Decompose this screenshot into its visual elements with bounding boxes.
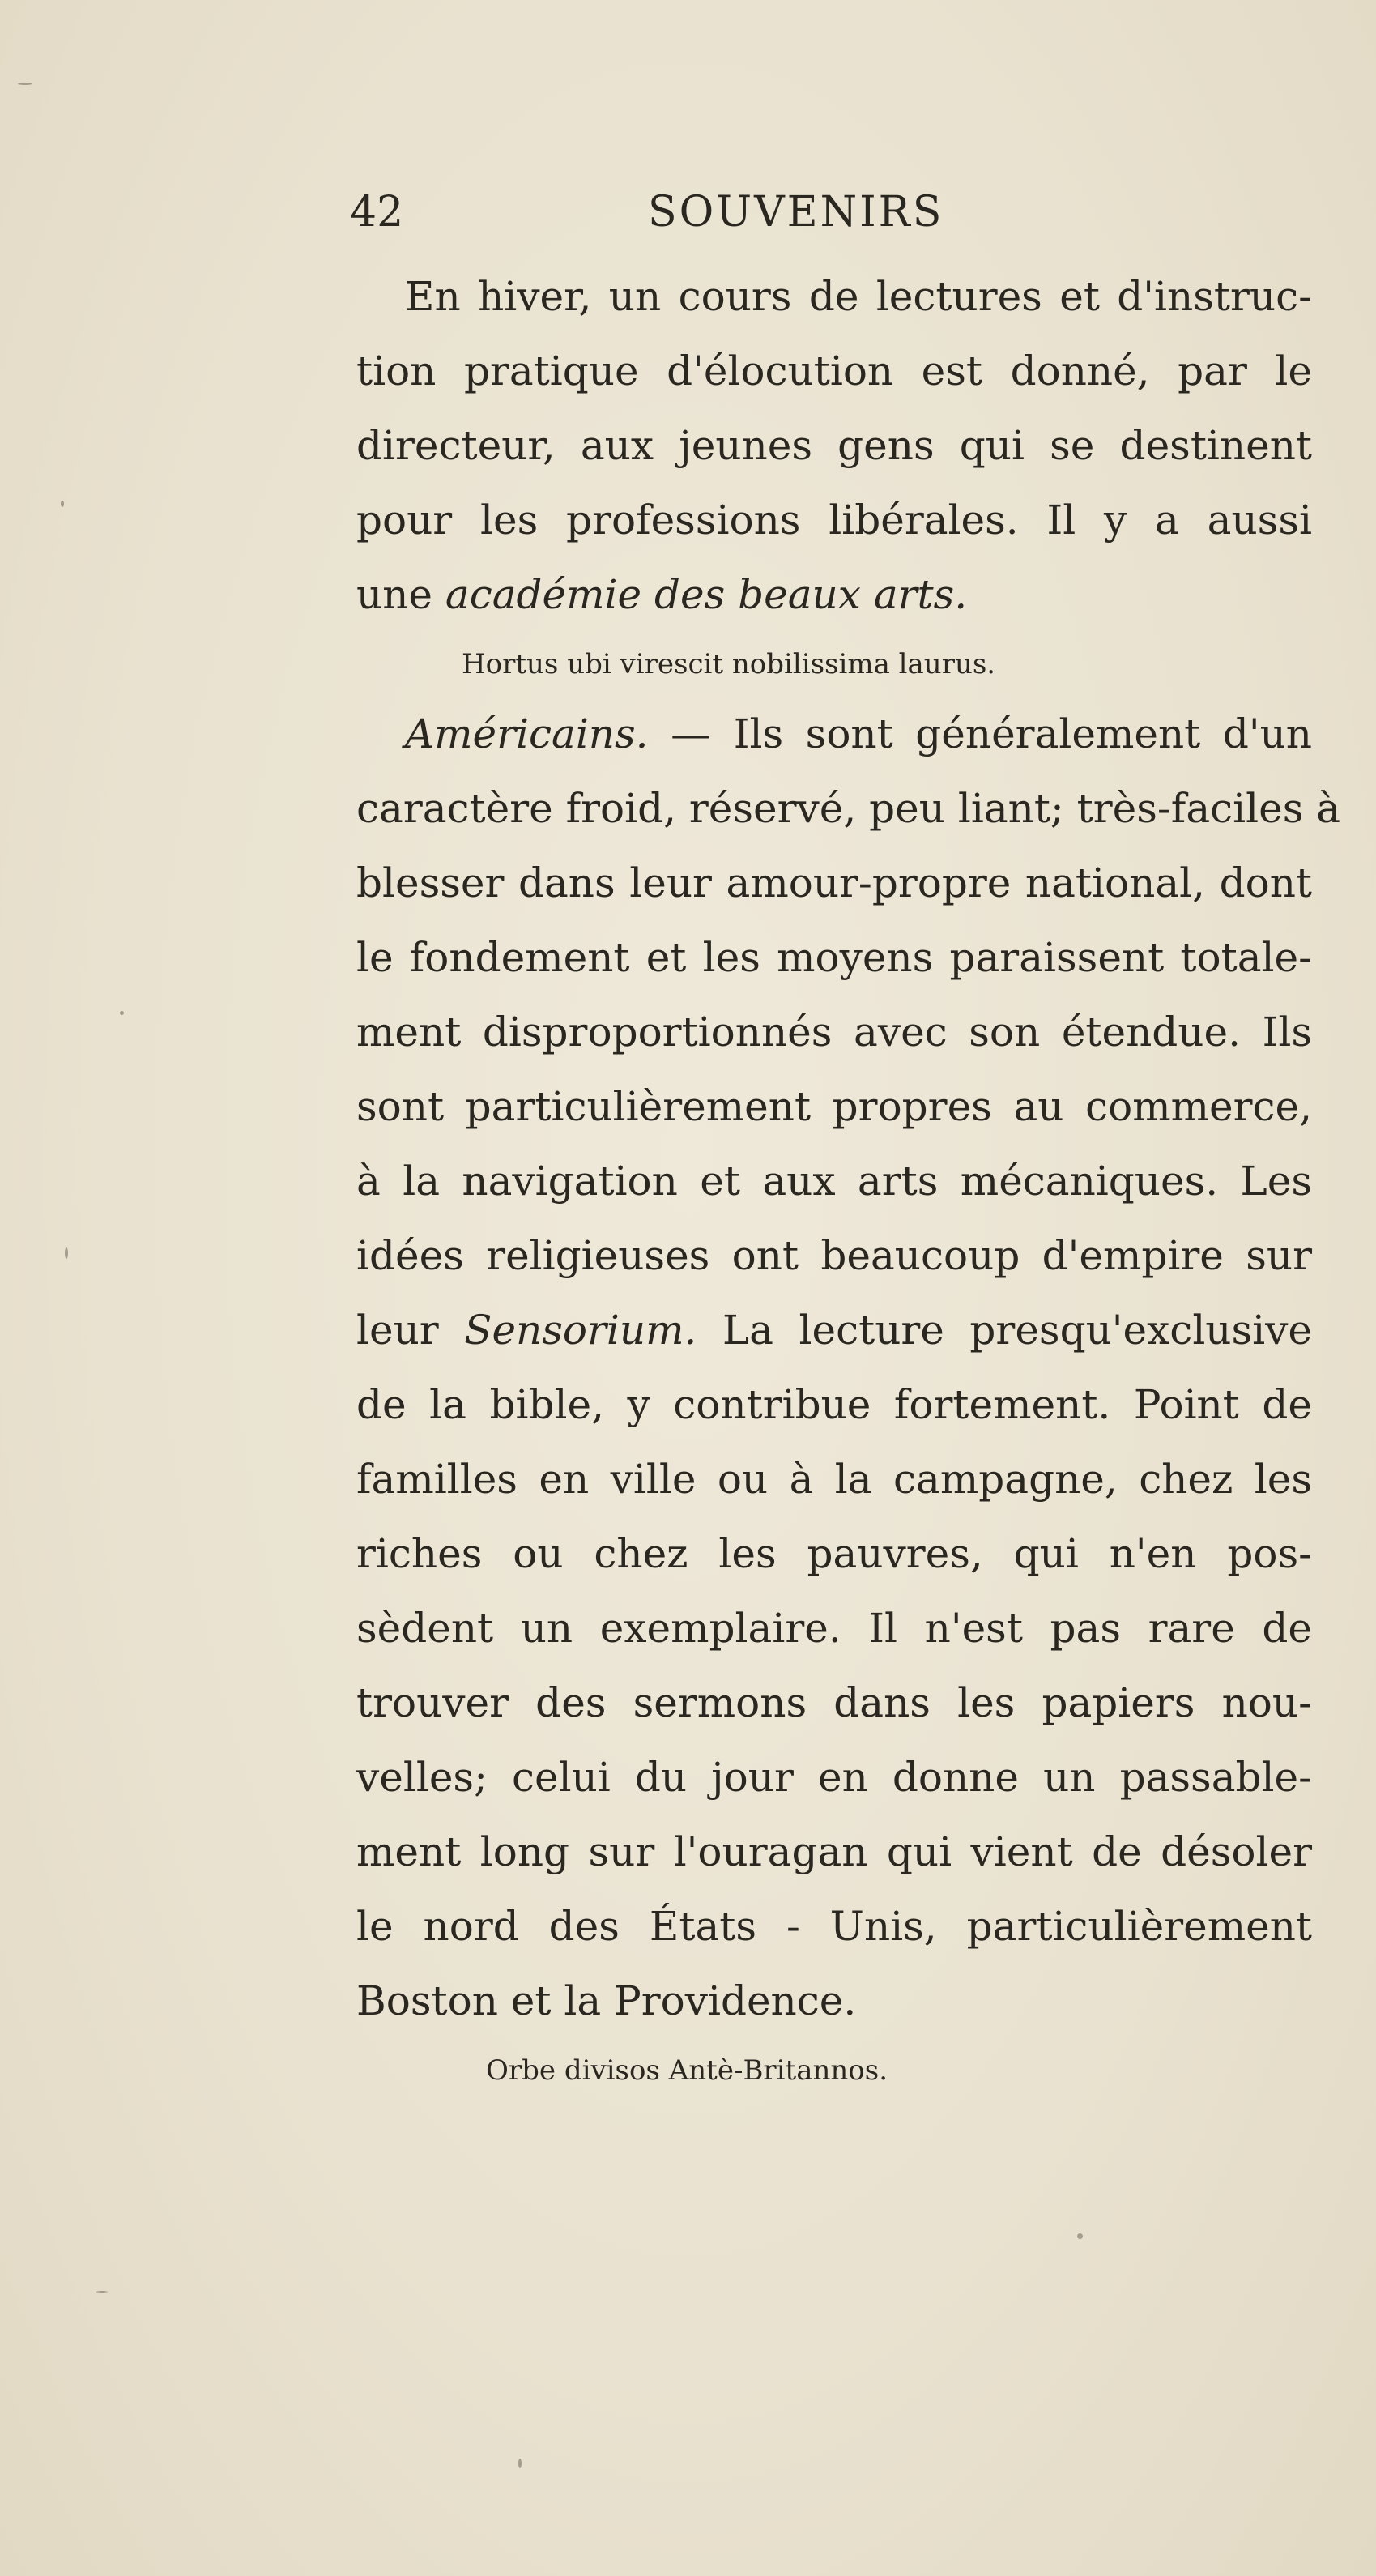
text-span: une (356, 571, 445, 618)
paper-speck (1077, 2233, 1083, 2239)
paper-speck (518, 2459, 522, 2468)
italic-term: académie des beaux arts. (445, 571, 968, 618)
text-line: trouver des sermons dans les papiers nou- (356, 1679, 1312, 1726)
section-heading: Américains. (405, 710, 649, 757)
text-line: sont particulièrement propres au commerce, (356, 1083, 1312, 1130)
text-line: familles en ville ou à la campagne, chez les (356, 1456, 1312, 1503)
body-text (356, 259, 1341, 2103)
text-line: riches ou chez les pauvres, qui n'en pos- (356, 1530, 1312, 1577)
paper-speck (18, 83, 32, 85)
italic-term: Sensorium. (464, 1307, 697, 1354)
text-line: directeur, aux jeunes gens qui se destinent (356, 422, 1312, 469)
text-span: La lecture presqu'exclusive (697, 1307, 1312, 1354)
text-line (356, 1293, 1312, 1367)
text-line: velles; celui du jour en donne un passable- (356, 1754, 1312, 1801)
text-line: Boston et la Providence. (356, 1977, 857, 2024)
text-line: sèdent un exemplaire. Il n'est pas rare de (356, 1605, 1312, 1652)
running-title: SOUVENIRS (648, 188, 944, 237)
page-number: 42 (350, 188, 404, 237)
text-span: leur (356, 1307, 465, 1354)
text-line: ment disproportionnés avec son étendue. Ils (356, 1009, 1312, 1056)
paper-speck (61, 501, 64, 507)
paper-speck (120, 1011, 124, 1015)
text-line (356, 557, 1312, 632)
text-line: caractère froid, réservé, peu liant; très-faciles à (356, 785, 1341, 832)
epigraph-latin: Hortus ubi virescit nobilissima laurus. (462, 648, 996, 680)
section-heading-line (356, 697, 1312, 771)
epigraph-latin: Orbe divisos Antè-Britannos. (486, 2054, 888, 2087)
text-line: En hiver, un cours de lectures et d'instruc- (405, 273, 1312, 320)
text-line: idées religieuses ont beaucoup d'empire sur (356, 1232, 1312, 1279)
text-line: de la bible, y contribue fortement. Point de (356, 1381, 1312, 1428)
text-line: à la navigation et aux arts mécaniques. Les (356, 1158, 1312, 1205)
text-span: — Ils sont généralement d'un (648, 710, 1312, 757)
paper-speck (65, 1247, 68, 1259)
page-header (350, 188, 1306, 253)
text-line: tion pratique d'élocution est donné, par le (356, 348, 1312, 395)
text-line: ment long sur l'ouragan qui vient de désoler (356, 1828, 1312, 1875)
text-line: le nord des États - Unis, particulièrement (356, 1903, 1312, 1950)
text-line: le fondement et les moyens paraissent totale- (356, 934, 1312, 981)
text-line: blesser dans leur amour-propre national, dont (356, 859, 1312, 906)
paper-speck (96, 2291, 109, 2293)
text-line: pour les professions libérales. Il y a aussi (356, 497, 1312, 544)
